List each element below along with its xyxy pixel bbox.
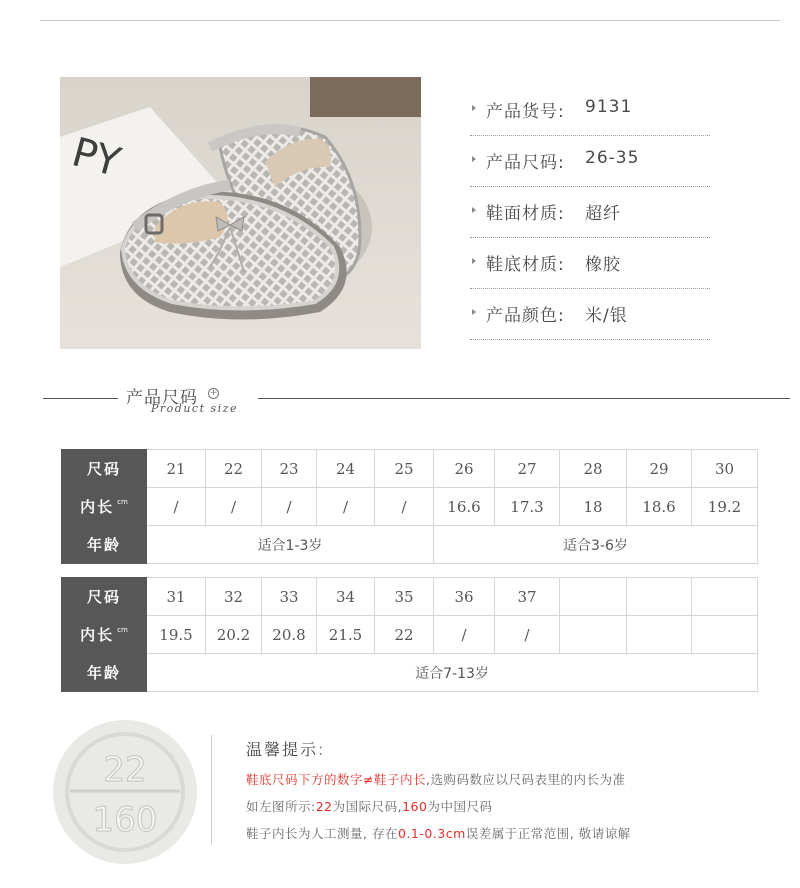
size-cell: 23 bbox=[262, 450, 317, 488]
attr-value: 橡胶 bbox=[585, 255, 621, 275]
length-cell bbox=[627, 616, 692, 654]
age-cell: 适合7-13岁 bbox=[147, 654, 758, 692]
attr-value: 米/银 bbox=[585, 306, 628, 326]
size-cell: 32 bbox=[206, 578, 262, 616]
size-cell: 29 bbox=[627, 450, 692, 488]
photo-paper-text: PY bbox=[67, 129, 126, 187]
tip-warning-text: 鞋底尺码下方的数字≠鞋子内长 bbox=[246, 772, 426, 787]
tip-line-2 bbox=[246, 797, 492, 815]
table-row bbox=[62, 526, 758, 564]
row-header-age: 年龄 bbox=[62, 654, 147, 692]
tips-title-text: 温馨提示 bbox=[246, 740, 319, 759]
bullet-arrow-icon bbox=[472, 309, 476, 315]
length-cell: / bbox=[147, 488, 206, 526]
length-cell: / bbox=[262, 488, 317, 526]
size-cell: 31 bbox=[147, 578, 206, 616]
size-cell: 34 bbox=[317, 578, 375, 616]
length-cell: 22 bbox=[375, 616, 434, 654]
length-cell: 20.2 bbox=[206, 616, 262, 654]
tip-text: 鞋子内长为人工测量, 存在 bbox=[246, 826, 398, 841]
length-cell bbox=[560, 616, 627, 654]
attr-label: 产品货号: bbox=[486, 102, 565, 122]
product-photo bbox=[60, 77, 421, 349]
length-cell: 17.3 bbox=[495, 488, 560, 526]
section-title: 产品尺码 bbox=[126, 388, 198, 408]
length-unit: cm bbox=[117, 626, 128, 634]
attr-value: 9131 bbox=[585, 97, 633, 117]
attr-item-upper bbox=[470, 187, 710, 238]
tip-text: 为中国尺码 bbox=[427, 799, 493, 814]
age-cell: 适合3-6岁 bbox=[434, 526, 758, 564]
size-cell: 28 bbox=[560, 450, 627, 488]
attr-label: 鞋面材质: bbox=[486, 204, 565, 224]
row-header-length-label: 内长 bbox=[80, 626, 115, 644]
attr-label: 产品颜色: bbox=[486, 306, 565, 326]
attr-item-code bbox=[470, 85, 710, 136]
table-row bbox=[62, 578, 758, 616]
product-attributes bbox=[470, 85, 710, 340]
size-cell bbox=[560, 578, 627, 616]
length-cell bbox=[692, 616, 758, 654]
tip-text: 如左图所示: bbox=[246, 799, 316, 814]
size-cell: 30 bbox=[692, 450, 758, 488]
table-row bbox=[62, 450, 758, 488]
length-unit: cm bbox=[117, 498, 128, 506]
length-cell: / bbox=[495, 616, 560, 654]
length-cell: 18.6 bbox=[627, 488, 692, 526]
bullet-arrow-icon bbox=[472, 105, 476, 111]
size-cell: 26 bbox=[434, 450, 495, 488]
tips-divider bbox=[211, 735, 212, 845]
size-table-1 bbox=[61, 449, 758, 564]
bullet-arrow-icon bbox=[472, 156, 476, 162]
length-cell: 19.2 bbox=[692, 488, 758, 526]
length-cell: 21.5 bbox=[317, 616, 375, 654]
tips-title-colon: : bbox=[318, 740, 326, 759]
section-divider-right bbox=[258, 398, 790, 399]
tip-highlight: 22 bbox=[315, 799, 333, 814]
row-header-size: 尺码 bbox=[62, 450, 147, 488]
bullet-arrow-icon bbox=[472, 258, 476, 264]
size-cell: 25 bbox=[375, 450, 434, 488]
table-row bbox=[62, 488, 758, 526]
row-header-length bbox=[62, 488, 147, 526]
tip-line-1 bbox=[246, 770, 625, 788]
row-header-length-label: 内长 bbox=[80, 498, 115, 516]
stamp-top-number: 22 bbox=[103, 750, 147, 790]
size-cell: 33 bbox=[262, 578, 317, 616]
attr-value: 26-35 bbox=[585, 148, 640, 168]
sole-size-stamp bbox=[50, 717, 200, 871]
bullet-arrow-icon bbox=[472, 207, 476, 213]
attr-label: 鞋底材质: bbox=[486, 255, 565, 275]
tip-text: 误差属于正常范围, 敬请谅解 bbox=[465, 826, 631, 841]
size-cell: 27 bbox=[495, 450, 560, 488]
length-cell: 18 bbox=[560, 488, 627, 526]
size-cell: 24 bbox=[317, 450, 375, 488]
size-cell bbox=[692, 578, 758, 616]
section-divider-left bbox=[43, 398, 118, 399]
length-cell: / bbox=[434, 616, 495, 654]
tips-title bbox=[246, 737, 325, 760]
age-cell: 适合1-3岁 bbox=[147, 526, 434, 564]
length-cell: / bbox=[375, 488, 434, 526]
section-subtitle: Product size bbox=[151, 402, 238, 415]
table-row bbox=[62, 654, 758, 692]
tip-highlight: 160 bbox=[402, 799, 428, 814]
tip-text: 为国际尺码, bbox=[332, 799, 403, 814]
attr-value: 超纤 bbox=[585, 204, 621, 224]
stamp-bottom-number: 160 bbox=[92, 800, 158, 840]
size-cell: 36 bbox=[434, 578, 495, 616]
size-cell: 37 bbox=[495, 578, 560, 616]
circle-plus-icon: + bbox=[209, 388, 218, 398]
size-cell: 21 bbox=[147, 450, 206, 488]
attr-label: 产品尺码: bbox=[486, 153, 565, 173]
tip-text: ,选购码数应以尺码表里的内长为准 bbox=[425, 772, 626, 787]
length-cell: / bbox=[206, 488, 262, 526]
size-cell: 22 bbox=[206, 450, 262, 488]
length-cell: 19.5 bbox=[147, 616, 206, 654]
size-table-2 bbox=[61, 577, 758, 692]
length-cell: 16.6 bbox=[434, 488, 495, 526]
size-cell: 35 bbox=[375, 578, 434, 616]
table-row bbox=[62, 616, 758, 654]
tip-highlight: 0.1-0.3cm bbox=[397, 826, 466, 841]
length-cell: / bbox=[317, 488, 375, 526]
attr-item-sole bbox=[470, 238, 710, 289]
row-header-age: 年龄 bbox=[62, 526, 147, 564]
row-header-length bbox=[62, 616, 147, 654]
row-header-size: 尺码 bbox=[62, 578, 147, 616]
attr-item-color bbox=[470, 289, 710, 340]
length-cell: 20.8 bbox=[262, 616, 317, 654]
tip-line-3 bbox=[246, 824, 631, 842]
top-divider bbox=[40, 20, 780, 21]
size-cell bbox=[627, 578, 692, 616]
attr-item-size bbox=[470, 136, 710, 187]
